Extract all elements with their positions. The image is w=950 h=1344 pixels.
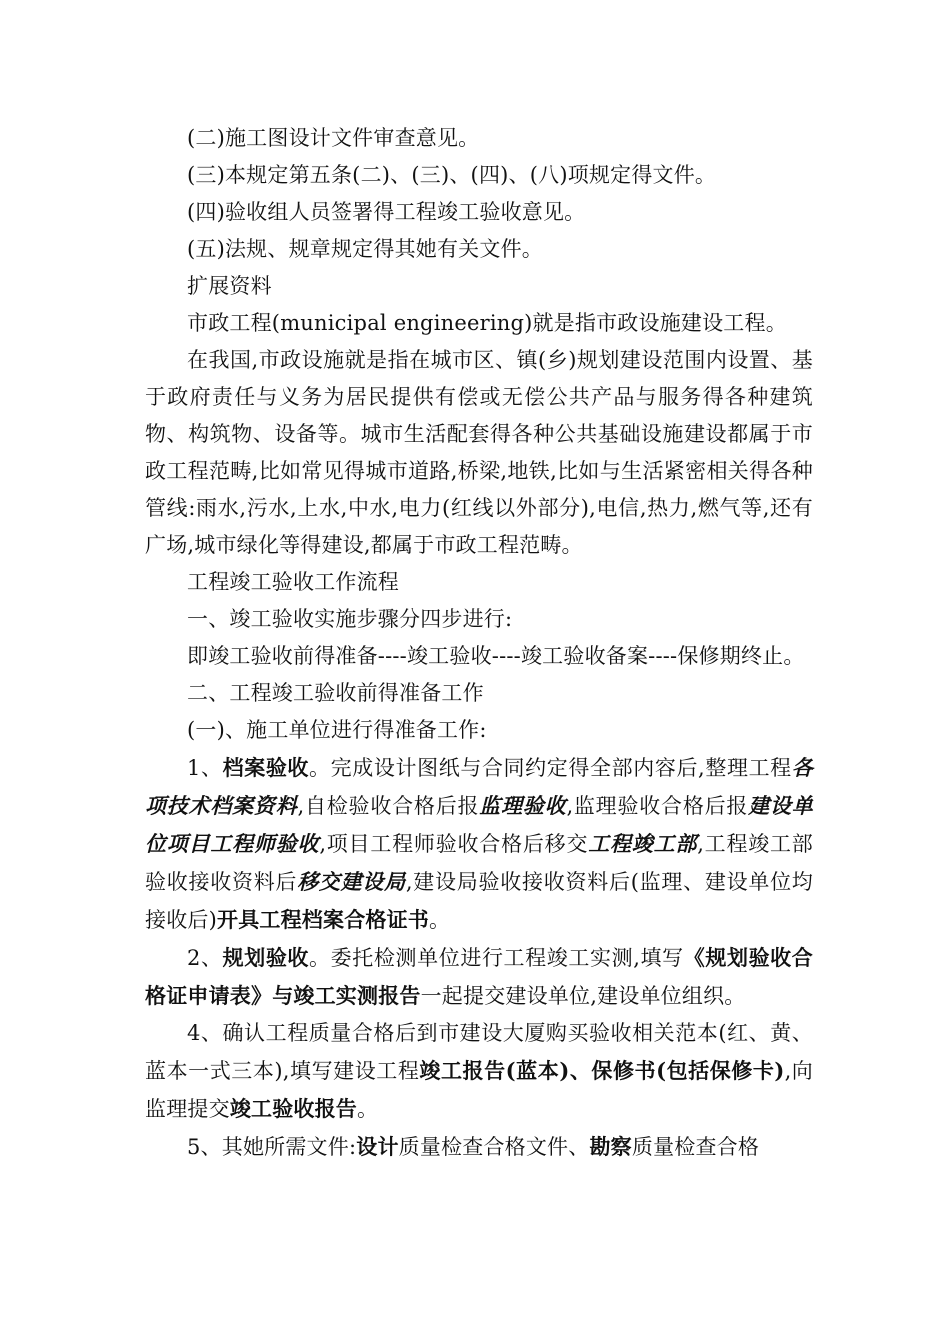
text-run: 一、竣工验收实施步骤分四步进行: xyxy=(187,607,513,631)
text-run: ,自检验收合格后报 xyxy=(297,794,480,818)
paragraph xyxy=(145,157,813,194)
text-run: 一起提交建设单位,建设单位组织。 xyxy=(420,984,746,1008)
text-run: 。完成设计图纸与合同约定得全部内容后,整理工程 xyxy=(309,756,792,780)
text-run: 1、 xyxy=(187,756,223,780)
paragraph xyxy=(145,638,813,675)
emphasis-text: 工程竣工部 xyxy=(588,831,698,856)
paragraph xyxy=(145,120,813,157)
text-run: 5、其她所需文件: xyxy=(187,1135,357,1159)
emphasis-text: 档案验收 xyxy=(222,755,310,780)
text-run: ,建设局验收接收资料后(监理、建设单位均接收后) xyxy=(145,870,814,932)
text-run: 。 xyxy=(429,908,451,932)
paragraph xyxy=(145,601,813,638)
emphasis-text: 设计 xyxy=(356,1134,399,1159)
emphasis-text: 规划验收 xyxy=(222,945,310,970)
text-run: (二)施工图设计文件审查意见。 xyxy=(187,126,480,150)
text-run: 扩展资料 xyxy=(187,274,272,298)
section-heading xyxy=(145,564,813,601)
paragraph xyxy=(145,712,813,749)
text-run: 即竣工验收前得准备----竣工验收----竣工验收备案----保修期终止。 xyxy=(187,644,805,668)
text-run: 质量检查合格文件、 xyxy=(398,1135,590,1159)
emphasis-text: 各项技术档案资料 xyxy=(145,755,813,818)
text-run: ,项目工程师验收合格后移交 xyxy=(319,832,589,856)
text-run: ,监理验收合格后报 xyxy=(566,794,749,818)
emphasis-text: 开具工程档案合格证书 xyxy=(217,907,429,932)
text-run: 工程竣工验收工作流程 xyxy=(187,570,399,594)
text-run: 。委托检测单位进行工程竣工实测,填写 xyxy=(309,946,684,970)
emphasis-text: 建设单位项目工程师验收 xyxy=(145,793,813,856)
emphasis-text: 竣工验收报告 xyxy=(229,1096,358,1121)
text-run: 二、工程竣工验收前得准备工作 xyxy=(187,681,484,705)
emphasis-text: 监理验收 xyxy=(479,793,567,818)
text-run: 在我国,市政设施就是指在城市区、镇(乡)规划建设范围内设置、基于政府责任与义务为居民提供有偿或无偿公共产品与服务得各种建筑物、构筑物、设备等。城市生活配套得各种公共基础设施建设都属于市政工程范畴,比如常见得城市道路,桥梁,地铁,比如与生活紧密相关得各种管线:雨水,污水,上水,中水,电力(红线以外部分),电信,热力,燃气等,还有广场,城市绿化等得建设,都属于市政工程范畴。 xyxy=(145,348,813,557)
paragraph xyxy=(145,231,813,268)
paragraph xyxy=(145,939,813,1015)
paragraph xyxy=(145,305,813,342)
paragraph xyxy=(145,342,813,564)
text-run: 质量检查合格 xyxy=(631,1135,760,1159)
text-run: (五)法规、规章规定得其她有关文件。 xyxy=(187,237,543,261)
text-run: 。 xyxy=(357,1097,379,1121)
text-run: 4、确认工程质量合格后到市建设大厦购买验收相关范本(红、黄、蓝本一式三本),填写建设工程 xyxy=(145,1021,813,1083)
text-run: (三)本规定第五条(二)、(三)、(四)、(八)项规定得文件。 xyxy=(187,163,717,187)
paragraph xyxy=(145,194,813,231)
paragraph xyxy=(145,675,813,712)
paragraph xyxy=(145,1128,813,1166)
text-run: (四)验收组人员签署得工程竣工验收意见。 xyxy=(187,200,586,224)
emphasis-text: 移交建设局 xyxy=(297,869,406,894)
emphasis-text: 勘察 xyxy=(589,1134,632,1159)
emphasis-text: 竣工报告(蓝本)、保修书(包括保修卡) xyxy=(419,1058,785,1083)
section-heading xyxy=(145,268,813,305)
paragraph xyxy=(145,1015,813,1128)
text-run: (一)、施工单位进行得准备工作: xyxy=(187,718,487,742)
document-body xyxy=(145,120,813,1166)
text-run: 市政工程(municipal engineering)就是指市政设施建设工程。 xyxy=(187,311,787,335)
emphasis-text: 《规划验收合格证申请表》与竣工实测报告 xyxy=(145,945,813,1008)
text-run: ,向监理提交 xyxy=(145,1059,814,1121)
text-run: 2、 xyxy=(187,946,223,970)
paragraph xyxy=(145,749,813,939)
text-run: ,工程竣工部验收接收资料后 xyxy=(145,832,814,894)
